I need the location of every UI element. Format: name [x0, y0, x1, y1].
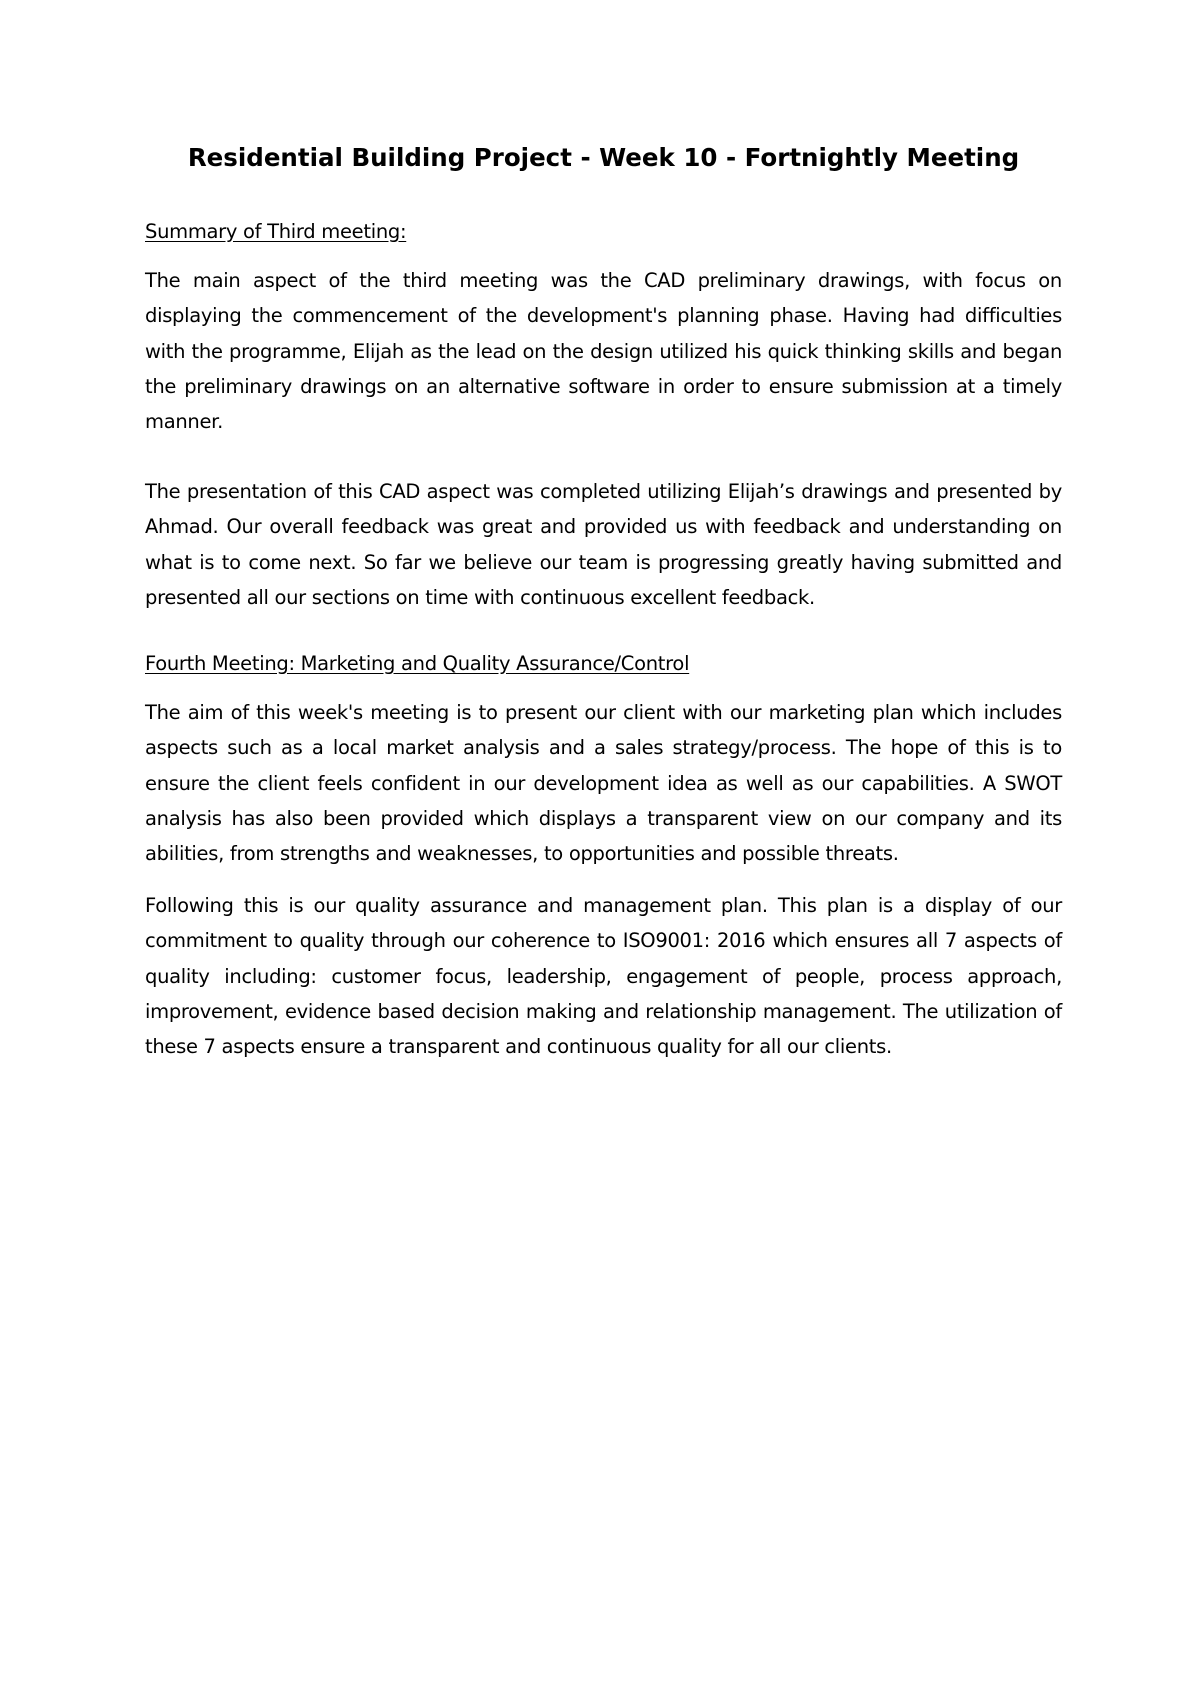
section-heading-third-meeting: Summary of Third meeting:: [145, 219, 407, 243]
section-heading-fourth-meeting: Fourth Meeting: Marketing and Quality Assurance/Control: [145, 651, 690, 675]
document-title: Residential Building Project - Week 10 - Fortnightly Meeting: [187, 143, 1020, 172]
document-page: [145, 142, 1062, 1064]
paragraph-third-meeting-presentation: The presentation of this CAD aspect was completed utilizing Elijah’s drawings and presented by Ahmad. Our overall feedback was great and provided us with feedback and understanding on what is to come next. So far we believe our team is progressing greatly having submitted and presented all our sections on time with continuous excellent feedback.: [145, 480, 1062, 609]
paragraph-fourth-meeting-marketing: The aim of this week's meeting is to present our client with our marketing plan which includes aspects such as a local market analysis and a sales strategy/process. The hope of this is to ensure the client feels confident in our development idea as well as our capabilities. A SWOT analysis has also been provided which displays a transparent view on our company and its abilities, from strengths and weaknesses, to opportunities and possible threats.: [145, 701, 1062, 866]
paragraph-fourth-meeting-quality: Following this is our quality assurance and management plan. This plan is a display of our commitment to quality through our coherence to ISO9001: 2016 which ensures all 7 aspects of quality including: customer focus, leadership, engagement of people, process approach, improvement, evidence based decision making and relationship management. The utilization of these 7 aspects ensure a transparent and continuous quality for all our clients.: [145, 894, 1062, 1059]
paragraph-third-meeting-cad: The main aspect of the third meeting was the CAD preliminary drawings, with focus on displaying the commencement of the development's planning phase. Having had difficulties with the programme, Elijah as the lead on the design utilized his quick thinking skills and began the preliminary drawings on an alternative software in order to ensure submission at a timely manner.: [145, 269, 1062, 433]
